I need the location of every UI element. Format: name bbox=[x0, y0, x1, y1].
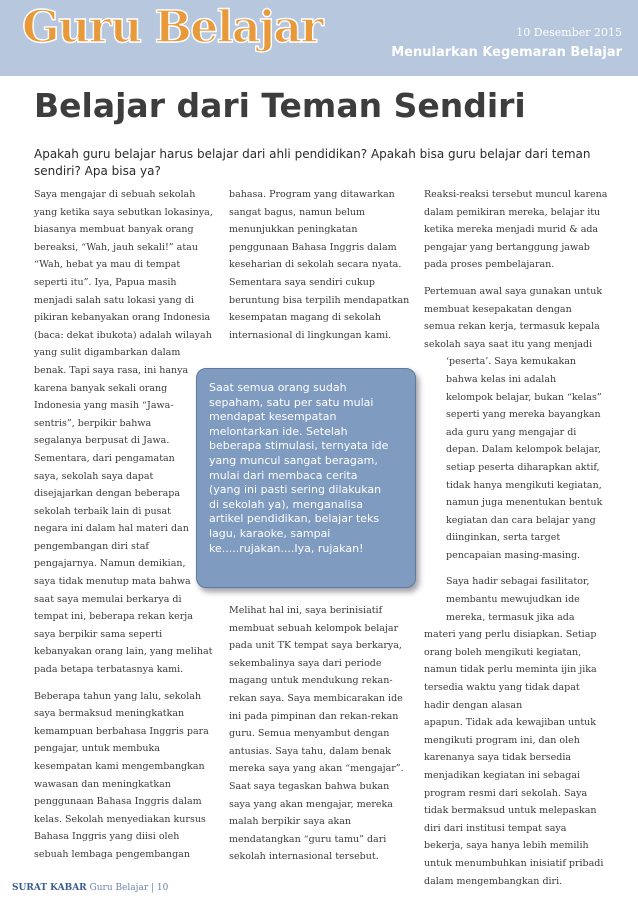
article-subtitle: Apakah guru belajar harus belajar dari ahli pendidikan? Apakah bisa guru belajar dari teman sendiri? Apa bisa ya? bbox=[34, 147, 591, 178]
paragraph: bahasa. Program yang ditawarkan sangat bagus, namun belum menunjukkan peningkatan penggunaan Bahasa Inggris dalam keseharian di sekolah secara nyata. Sementara saya sendiri cukup beruntung bisa terpilih mendapatkan kesempatan magang di sekolah internasional di lingkungan kami. bbox=[229, 189, 410, 341]
tagline: Menularkan Kegemaran Belajar bbox=[391, 45, 622, 60]
column-2-top bbox=[229, 186, 409, 353]
paragraph: Saya mengajar di sebuah sekolah yang ketika saya sebutkan lokasinya, biasanya membuat banyak orang bereaksi, “Wah, jauh sekali!” atau “Wah, hebat ya mau di tempat seperti itu”. Iya, Papua masih menjadi salah satu lokasi yang di pikiran kebanyakan orang Indonesia (baca: dekat ibukota) adalah wilayah yang sulit digambarkan dalam benak. Tapi saya rasa, ini hanya karena banyak sekali orang Indonesia yang masih “Jawa- sentris”, berpikir bahwa segalanya berpusat di Jawa. Sementara, dari pengamatan saya, sekolah saya dapat disejajarkan dengan beberapa sekolah terbaik lain di pusat negara ini dalam hal materi dan pengembangan diri staf pengajarnya. Namun demikian, saya tidak menutup mata bahwa saat saya memulai berkarya di tempat ini, beberapa rekan kerja saya berpikir sama seperti kebanyakan orang lain, yang melihat pada betapa terbatasnya kami. bbox=[34, 189, 213, 676]
paragraph: Saya hadir sebagai fasilitator, membantu mewujudkan ide mereka, termasuk jika ada materi yang perlu disiapkan. Setiap orang boleh mengikuti kegiatan, namun tidak perlu meminta ijin jika tersedia waktu yang tidak dapat hadir dengan alasan apapun. Tidak ada kewajiban untuk mengikuti program ini, dan oleh karenanya saya tidak bersedia menjadikan kegiatan ini sebagai program resmi dari sekolah. Saya tidak bermaksud untuk melepaskan diri dari institusi tempat saya bekerja, saya hanya lebih memilih untuk menumbuhkan inisiatif pribadi dalam mengembangkan diri. bbox=[424, 576, 604, 887]
column-3 bbox=[424, 186, 607, 899]
page-footer bbox=[12, 883, 168, 893]
paragraph: Melihat hal ini, saya berinisiatif membuat sebuah kelompok belajar pada unit TK tempat saya berkarya, sekembalinya saya dari periode magang untuk mendukung rekan- rekan saya. Saya membicarakan ide ini pada pimpinan dan rekan-rekan guru. Semua menyambut dengan antusias. Saya tahu, dalam benak mereka saya yang akan “mengajar”. Saat saya tegaskan bahwa bukan saya yang akan mengajar, mereka malah berpikir saya akan mendatangkan “guru tamu” dari sekolah internasional tersebut. bbox=[229, 605, 404, 863]
footer-brand: SURAT KABAR bbox=[12, 883, 87, 893]
article-title: Belajar dari Teman Sendiri bbox=[34, 86, 526, 125]
paragraph: Reaksi-reaksi tersebut muncul karena dalam pemikiran mereka, belajar itu ketika mereka menjadi murid & ada pengajar yang bertanggung jawab pada proses pembelajaran. bbox=[424, 189, 608, 271]
footer-section: Guru Belajar | 10 bbox=[89, 883, 169, 893]
column-1 bbox=[34, 186, 213, 873]
pull-quote: Saat semua orang sudah sepaham, satu per satu mulai mendapat kesempatan melontarkan ide. Setelah beberapa stimulasi, ternyata ide yang muncul sangat beragam, mulai dari membaca cerita (yang ini pasti sering dilakukan di sekolah ya), menganalisa artikel pendidikan, belajar teks lagu, karaoke, sampai ke.....rujakan....Iya, rujakan! bbox=[196, 368, 416, 588]
paragraph: Pertemuan awal saya gunakan untuk membuat kesepakatan dengan semua rekan kerja, termasuk kepala sekolah saya saat itu yang menjadi ‘peserta’. Saya kemukakan bahwa kelas ini adalah kelompok belajar, bukan “kelas” seperti yang mereka bayangkan ada guru yang mengajar di depan. Dalam kelompok belajar, setiap peserta diharapkan aktif, tidak hanya mengikuti kegiatan, namun juga menentukan bentuk kegiatan dan cara belajar yang diinginkan, serta target pencapaian masing-masing. bbox=[424, 285, 603, 561]
logo: Guru Belajar bbox=[22, 2, 323, 53]
column-2-bottom bbox=[229, 602, 404, 875]
issue-date: 10 Desember 2015 bbox=[516, 26, 622, 39]
paragraph: Beberapa tahun yang lalu, sekolah saya bermaksud meningkatkan kemampuan berbahasa Inggris para pengajar, untuk membuka kesempatan kami mengembangkan wawasan dan meningkatkan penggunaan Bahasa Inggris dalam kelas. Sekolah menyediakan kursus Bahasa Inggris yang diisi oleh sebuah lembaga pengembangan bbox=[34, 690, 209, 860]
masthead bbox=[0, 0, 638, 76]
